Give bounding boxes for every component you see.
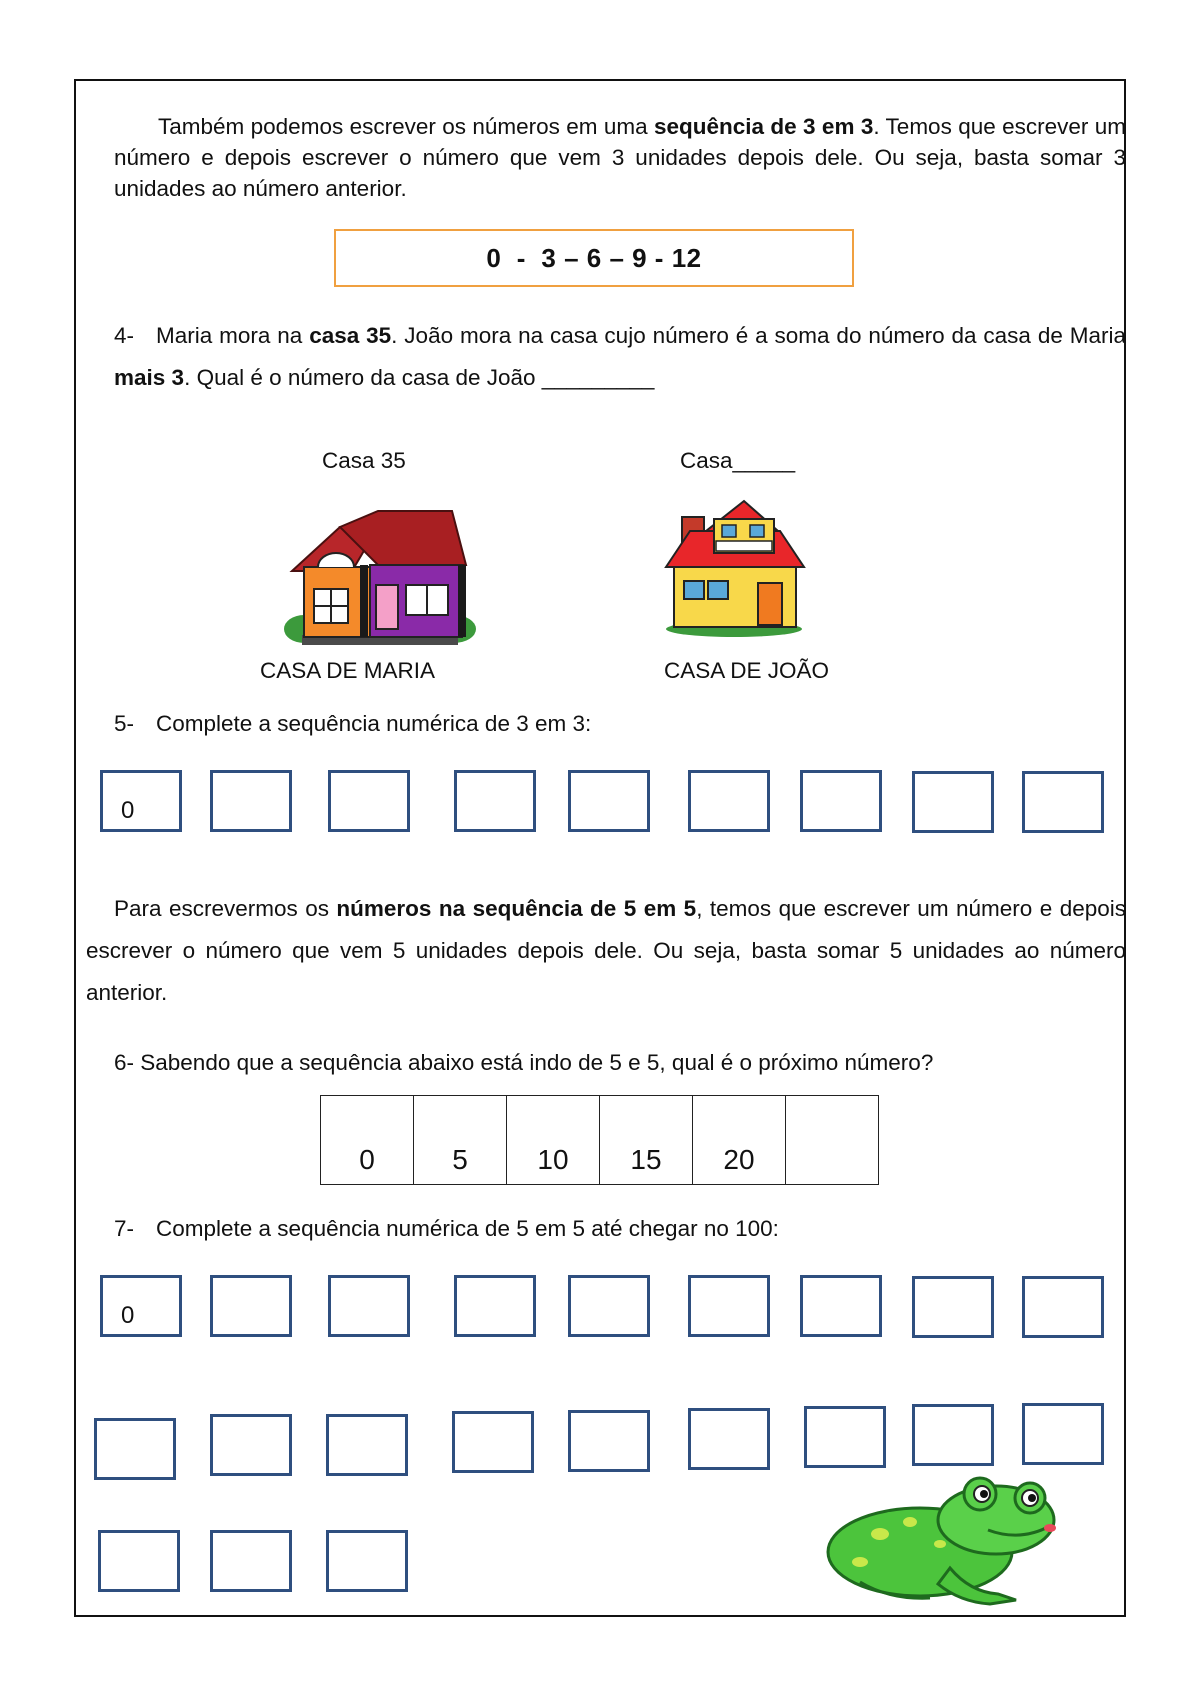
q5-answer-box[interactable] <box>1022 771 1104 833</box>
q6-cell: 0 <box>321 1096 414 1185</box>
intro-3-paragraph <box>114 111 1126 204</box>
q7-answer-box[interactable] <box>688 1275 770 1337</box>
q7-answer-box[interactable] <box>804 1406 886 1468</box>
q7-answer-box[interactable] <box>912 1276 994 1338</box>
q6-cell: 10 <box>507 1096 600 1185</box>
joao-house-illustration <box>660 497 808 637</box>
q7-box-1 <box>100 1275 182 1337</box>
q4-text-3: . Qual é o número da casa de João _________ <box>184 365 655 390</box>
intro-5-bold: números na sequência de 5 em 5 <box>336 896 697 921</box>
q7-answer-box[interactable] <box>210 1530 292 1592</box>
q5-answer-box[interactable] <box>912 771 994 833</box>
joao-house-caption: CASA DE JOÃO <box>664 658 830 683</box>
q7-answer-box[interactable] <box>328 1275 410 1337</box>
q7-answer-box[interactable] <box>98 1530 180 1592</box>
q5-number: 5- <box>114 711 135 736</box>
q5-answer-box[interactable] <box>568 770 650 832</box>
q7-answer-box[interactable] <box>452 1411 534 1473</box>
maria-house-illustration <box>282 505 478 647</box>
intro-5-text-after: , temos que escrever um número e depois escrever o número que vem 5 unidades depois dele. Ou seja, basta somar 5 unidades ao número anterior. <box>86 896 1127 1005</box>
q5-answer-box[interactable] <box>210 770 292 832</box>
q5-answer-box[interactable] <box>328 770 410 832</box>
q6-cell: 15 <box>600 1096 693 1185</box>
q7-answer-box[interactable] <box>1022 1403 1104 1465</box>
maria-house-label: Casa 35 <box>322 448 406 473</box>
q7-answer-box[interactable] <box>912 1404 994 1466</box>
example-sequence: 0 - 3 – 6 – 9 - 12 <box>486 242 702 273</box>
q6-cell: 20 <box>693 1096 786 1185</box>
q7-answer-box[interactable] <box>568 1410 650 1472</box>
question-4 <box>114 315 1126 399</box>
q4-bold-mais: mais 3 <box>114 365 185 390</box>
q7-answer-box[interactable] <box>210 1275 292 1337</box>
question-5 <box>114 703 591 745</box>
q4-bold-casa: casa 35 <box>309 323 392 348</box>
page-border <box>74 79 1126 1617</box>
q6-cell: 5 <box>414 1096 507 1185</box>
q5-text: Complete a sequência numérica de 3 em 3: <box>156 711 592 736</box>
frog-illustration <box>820 1472 1080 1607</box>
example-sequence-box <box>334 229 854 287</box>
q4-text: Maria mora na <box>156 323 310 348</box>
q4-text-2: . João mora na casa cujo número é a soma do número da casa de Maria <box>391 323 1126 348</box>
q7-number: 7- <box>114 1216 135 1241</box>
q5-first-value: 0 <box>121 797 135 824</box>
q6-answer-cell[interactable] <box>786 1096 879 1185</box>
q5-box-1 <box>100 770 182 832</box>
q7-answer-box[interactable] <box>94 1418 176 1480</box>
maria-house-caption: CASA DE MARIA <box>260 658 436 683</box>
intro-3-text-after: . Temos que escrever um número e depois escrever o número que vem 3 unidades depois dele. Ou seja, basta somar 3 unidades ao número anterior. <box>114 114 1126 201</box>
q7-answer-box[interactable] <box>326 1530 408 1592</box>
intro-5-paragraph <box>86 888 1126 1014</box>
q7-first-value: 0 <box>121 1302 135 1329</box>
question-7 <box>114 1208 779 1250</box>
q7-answer-box[interactable] <box>326 1414 408 1476</box>
question-6: 6- Sabendo que a sequência abaixo está indo de 5 e 5, qual é o próximo número? <box>114 1050 934 1075</box>
intro-3-text: Também podemos escrever os números em uma <box>158 114 655 139</box>
intro-3-bold: sequência de 3 em 3 <box>654 114 874 139</box>
q5-answer-box[interactable] <box>454 770 536 832</box>
q7-answer-box[interactable] <box>568 1275 650 1337</box>
joao-house-label: Casa_____ <box>680 448 796 473</box>
q5-answer-box[interactable] <box>800 770 882 832</box>
q7-text: Complete a sequência numérica de 5 em 5 até chegar no 100: <box>156 1216 779 1241</box>
q5-answer-box[interactable] <box>688 770 770 832</box>
q4-number: 4- <box>114 323 135 348</box>
q7-answer-box[interactable] <box>210 1414 292 1476</box>
q7-answer-box[interactable] <box>1022 1276 1104 1338</box>
q6-sequence-table <box>320 1095 879 1185</box>
intro-5-text: Para escrevermos os <box>114 896 337 921</box>
q7-answer-box[interactable] <box>454 1275 536 1337</box>
q7-answer-box[interactable] <box>688 1408 770 1470</box>
q7-answer-box[interactable] <box>800 1275 882 1337</box>
